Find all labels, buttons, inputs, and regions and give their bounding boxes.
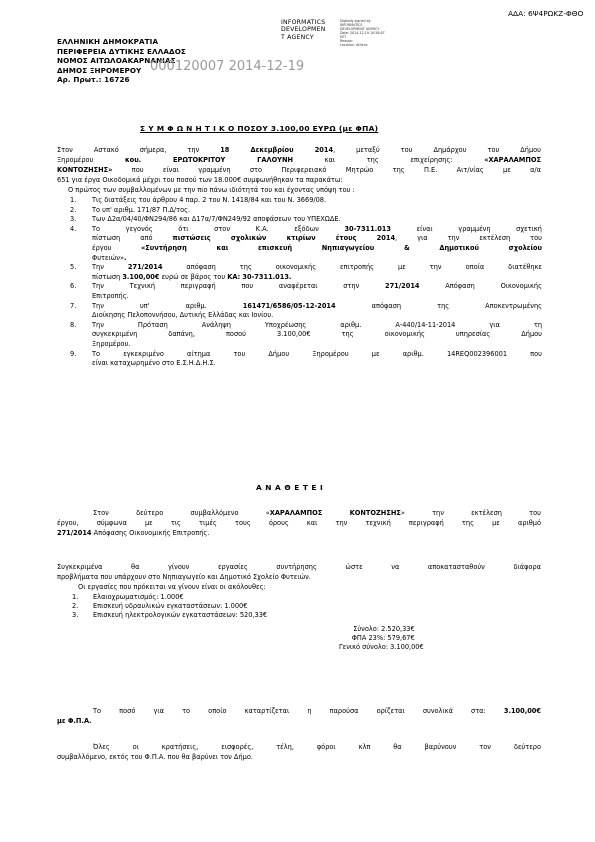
- mayor-name: κου. ΕΡΩΤΟΚΡΙΤΟΥ ΓΑΛΟΥΝΗ: [125, 156, 293, 164]
- works-item-number: 2.: [72, 602, 79, 611]
- list-item-text: Τις διατάξεις του άρθρου 4 παρ. 2 του Ν. 1418/84 και του Ν. 3669/08.: [92, 196, 327, 204]
- letterhead-line: ΠΕΡΙΦΕΡΕΙΑ ΔΥΤΙΚΗΣ ΕΛΛΑΔΟΣ: [57, 46, 186, 56]
- list-item-number: 5.: [70, 263, 77, 272]
- assignment-line: έργου, σύμφωνα με τις τιμές τους όρους και την τεχνική περιγραφή της με αριθμό: [57, 519, 541, 527]
- list-item-text: Την υπ' αριθμ.: [92, 301, 243, 310]
- signature-org-line: T AGENCY: [281, 33, 314, 41]
- letterhead-line: ΕΛΛΗΝΙΚΗ ΔΗΜΟΚΡΑΤΙΑ: [57, 37, 159, 46]
- list-item-number: 2.: [70, 205, 77, 214]
- list-item-line: [70, 215, 542, 225]
- list-item-line: [92, 254, 542, 264]
- works-intro-line: Οι εργασίες που πρόκειται να γίνουν είναι οι ακόλουθες:: [78, 583, 266, 591]
- list-item-line: [92, 359, 542, 369]
- list-item-text: έργου: [92, 243, 141, 252]
- signature-detail: Reason:: [340, 39, 354, 43]
- intro-line: Ο πρώτος των συμβαλλομένων με την πιο πάνω ιδιότητά του και έχοντας υπόψη του :: [68, 186, 355, 194]
- decision-number: 271/2014: [57, 529, 92, 537]
- list-item-text: είναι γραμμένη σχετική: [390, 224, 542, 233]
- list-item-text: απόφαση της οικονομικής επιτροπής με την οποία διατέθηκε: [162, 263, 542, 272]
- signature-detail: Location: Athens: [340, 43, 368, 47]
- list-item-line: [70, 282, 542, 292]
- list-item-text: συγκεκριμένη δαπάνη, ποσού 3.100,00€ της οικονομικής υπηρεσίας Δήμου: [92, 330, 542, 339]
- list-item-number: 6.: [70, 282, 77, 291]
- list-item-text: , για την εκτέλεση του: [395, 234, 542, 243]
- vat-amount: ΦΠΑ 23%: 579,67€: [351, 634, 415, 643]
- closing-line: με Φ.Π.Α.: [57, 717, 92, 725]
- works-item: [72, 602, 267, 611]
- list-item-text: Ξηρομέρου.: [92, 339, 131, 348]
- intro-line: 651 για έργα Οικοδομικά μέχρι του ποσού των 18.000€ συμφωνήθηκαν τα παρακάτω:: [57, 176, 343, 184]
- list-item-line: [92, 340, 542, 350]
- intro-text: Στον Αστακό σήμερα, την: [57, 146, 221, 154]
- list-item-line: [92, 273, 542, 283]
- list-item-emphasis: 271/2014: [127, 263, 163, 272]
- signature-detail: Date: 2014.12.19 10:58:07: [340, 31, 385, 35]
- list-item-line: [92, 234, 542, 244]
- list-item-text: Επιτροπής.: [92, 291, 129, 300]
- list-item-line: [70, 224, 542, 235]
- works-item: [72, 593, 267, 602]
- signature-detail: Digitally signed by: [340, 19, 371, 23]
- list-item-emphasis: 271/2014: [385, 282, 420, 291]
- list-item-line: [70, 301, 542, 312]
- list-item-emphasis: 161471/6586/05-12-2014: [242, 301, 336, 310]
- list-item-text: πίστωση από: [92, 234, 173, 243]
- document-title: Σ Υ Μ Φ Ω Ν Η Τ Ι Κ Ο ΠΟΣΟΥ 3.100,00 ΕΥΡΩ (με ΦΠΑ): [140, 124, 379, 133]
- list-item-text: Την: [92, 263, 128, 272]
- list-item-text: Το γεγονός ότι στον Κ.Α. εξόδων: [92, 224, 345, 233]
- works-item-text: Επισκευή ηλεκτρολογικών εγκαταστάσεων: 520,33€: [93, 611, 268, 620]
- assignment-text: » την εκτέλεση του: [400, 509, 541, 517]
- list-item-emphasis: 3.100,00€: [122, 272, 160, 281]
- intro-text: Ξηρομέρου: [57, 156, 125, 164]
- list-item-text: Απόφαση Οικονομικής: [419, 282, 542, 291]
- works-intro-line: Συγκεκριμένα θα γίνουν εργασίες συντήρησης ώστε να αποκατασταθούν διάφορα: [57, 563, 541, 571]
- subtotal: Σύνολο: 2.520,33€: [353, 625, 415, 633]
- works-list: [72, 593, 267, 621]
- contractor-name: ΚΟΝΤΟΖΗΣΗΣ»: [57, 166, 113, 174]
- signature-org: [281, 19, 326, 41]
- list-item-text: Το εγκεκριμένο αίτημα του Δήμου Ξηρομέρου με αριθμ. 14REQ002396001 που: [92, 349, 542, 358]
- list-item-emphasis: ΚΑ: 30-7311.013.: [227, 272, 292, 281]
- assignment-text: Στον δεύτερο συμβαλλόμενο «: [93, 509, 270, 517]
- list-item-number: 1.: [70, 196, 77, 204]
- list-item-line: [92, 292, 542, 302]
- list-item-text: είναι καταχωρημένο στο Ε.Σ.Η.Δ.Η.Σ.: [92, 359, 216, 368]
- list-item-emphasis: 30-7311.013: [344, 224, 391, 233]
- list-item-text: πίστωση: [92, 272, 123, 281]
- closing-line: συμβαλλόμενο, εκτός του Φ.Π.Α. που θα βαρύνει τον Δήμο.: [57, 753, 253, 761]
- list-item-line: [70, 320, 542, 331]
- works-intro-line: προβλήματα που υπάρχουν στο Νηπιαγωγείο και Δημοτικό Σχολείο Φυτειών.: [57, 573, 311, 581]
- signature-detail: DEVELOPMENT AGENCY: [340, 27, 380, 31]
- list-item-line: [70, 263, 542, 273]
- contract-amount: 3.100,00€: [503, 707, 541, 715]
- list-item-line: [70, 349, 542, 360]
- intro-text: που είναι γραμμένη στο Περιφερειακό Μητρώο της Π.Ε. Αιτ/νίας με α/α: [112, 166, 541, 174]
- list-item-text: Διοίκησης Πελοποννήσου, Δυτικής Ελλάδας και Ιονίου.: [92, 311, 274, 320]
- assignment-text: Απόφασης Οικονομικής Επιτροπής.: [91, 529, 210, 537]
- ada-code: ΑΔΑ: 6Ψ4ΡΩΚΖ-ΦΘΟ: [508, 9, 584, 18]
- signature-detail: INFORMATICS: [340, 23, 363, 27]
- signature-detail: EET: [340, 35, 347, 39]
- list-item-text: Φυτειών»: [92, 253, 125, 262]
- letterhead-line: ΔΗΜΟΣ ΞΗΡΟΜΕΡΟΥ: [57, 65, 142, 75]
- assignment-heading: Α Ν Α Θ Ε Τ Ε Ι: [256, 483, 324, 492]
- list-item-text: Την Τεχνική περιγραφή που αναφέρεται στην: [92, 282, 385, 291]
- list-item-line: [92, 311, 542, 321]
- list-item-text: Των Δ2α/04/40/ΦΝ294/86 και Δ17α/7/ΦΝ249/92 αποφάσεων του ΥΠΕΧΩΔΕ.: [92, 215, 341, 224]
- list-item-text: Το υπ' αριθμ. 171/87 Π.Δ/τος.: [92, 205, 191, 214]
- registration-stamp: 000120007 2014-12-19: [150, 59, 305, 74]
- list-item-line: [70, 205, 542, 216]
- closing-line: [93, 707, 541, 716]
- works-item-number: 1.: [72, 593, 79, 601]
- intro-text: , μεταξύ του Δημάρχου του Δήμου: [333, 146, 542, 154]
- intro-line: [57, 166, 541, 175]
- intro-line: [57, 146, 541, 155]
- signature-details: [340, 19, 385, 47]
- list-item-number: 3.: [70, 215, 77, 224]
- totals-block: [339, 625, 424, 653]
- works-item-number: 3.: [72, 611, 79, 620]
- intro-text: και της επιχείρησης:: [292, 156, 485, 164]
- works-item-text: Επισκευή υδραυλικών εγκαταστάσεων: 1.000€: [93, 602, 248, 611]
- list-item-number: 9.: [70, 349, 77, 358]
- intro-line: [57, 156, 541, 165]
- list-item-emphasis: .: [124, 253, 127, 262]
- considerations-list: [70, 196, 542, 369]
- works-item-text: Ελαιοχρωματισμός: 1.000€: [93, 593, 184, 601]
- list-item-emphasis: «Συντήρηση και επισκευή Νηπιαγωγείου & Δημοτικού σχολείου: [141, 243, 542, 252]
- grand-total: Γενικό σύνολο: 3.100,00€: [339, 643, 424, 652]
- list-item-number: 7.: [70, 301, 77, 310]
- contractor-name: «ΧΑΡΑΛΑΜΠΟΣ: [484, 156, 541, 164]
- list-item-line: [92, 330, 542, 340]
- protocol-number: Αρ. Πρωτ.: 16726: [57, 75, 130, 85]
- list-item-line: [92, 244, 542, 254]
- signature-org-line: INFORMATICS: [281, 19, 326, 26]
- assignment-line: [93, 509, 541, 518]
- list-item-line: [70, 196, 542, 206]
- list-item-text: απόφαση της Αποκεντρωμένης: [335, 301, 542, 310]
- list-item-text: ευρώ σε βάρος του: [159, 272, 228, 281]
- list-item-emphasis: πιστώσεις σχολικών κτιρίων έτους 2014: [172, 234, 396, 243]
- contractor-name: ΧΑΡΑΛΑΜΠΟΣ ΚΟΝΤΟΖΗΣΗΣ: [269, 509, 401, 517]
- closing-text: Το ποσό για το οποίο καταρτίζεται η παρούσα ορίζεται συνολικά στα:: [93, 707, 504, 715]
- contract-date: 18 Δεκεμβρίου 2014: [220, 146, 334, 154]
- list-item-number: 8.: [70, 320, 77, 329]
- works-item: [72, 611, 267, 620]
- assignment-line: [57, 529, 209, 538]
- list-item-text: Την Πρόταση Ανάληψη Υποχρέωσης αριθμ. Α-440/14-11-2014 για τη: [92, 320, 542, 329]
- closing-line: Όλες οι κρατήσεις, εισφορές, τέλη, φόροι κλπ θα βαρύνουν τον δεύτερο: [93, 743, 541, 751]
- letterhead-line: ΝΟΜΟΣ ΑΙΤΩΛΟΑΚΑΡΝΑΝΙΑΣ: [57, 56, 176, 66]
- list-item-number: 4.: [70, 224, 77, 233]
- signature-org-line: DEVELOPMEN: [281, 26, 326, 34]
